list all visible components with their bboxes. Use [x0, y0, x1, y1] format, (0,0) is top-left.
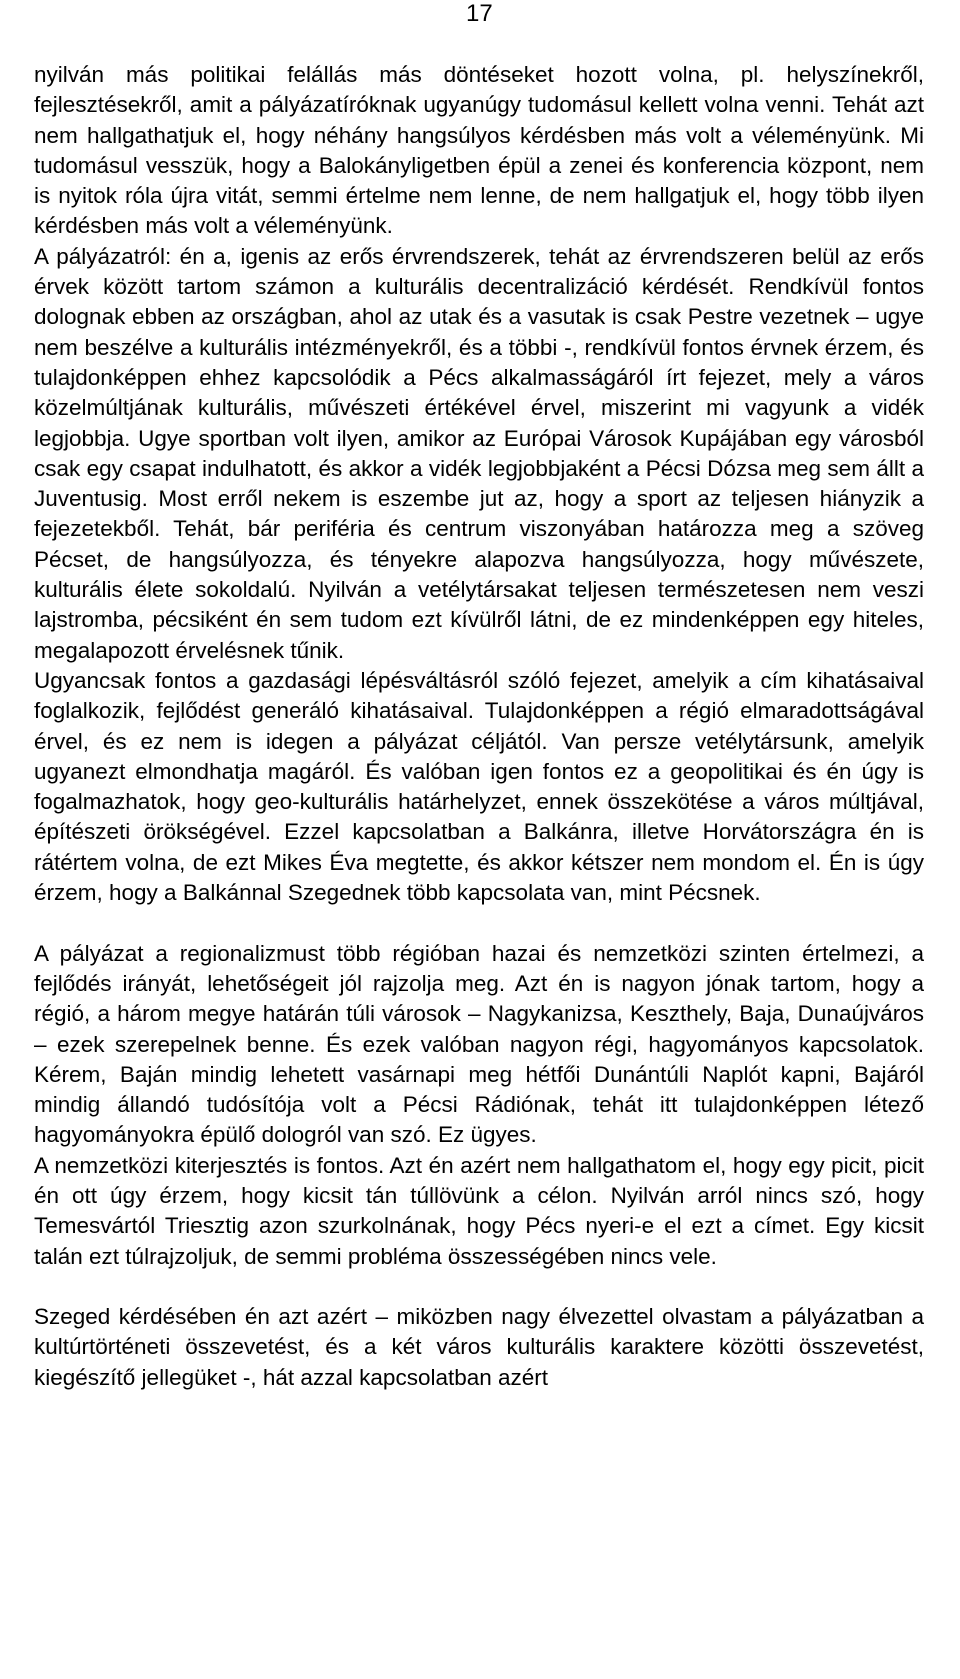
paragraph: nyilván más politikai felállás más döntéseket hozott volna, pl. helyszínekről, fejlesztésekről, amit a pályázatíróknak ugyanúgy tudomásul kellett volna venni. Tehát azt nem hallgathatjuk el, hogy néhány hangsúlyos kérdésben más volt a véleményünk. Mi tudomásul vesszük, hogy a Balokányligetben épül a zenei és konferencia központ, nem is nyitok róla újra vitát, semmi értelme nem lenne, de nem hallgatjuk el, hogy több ilyen kérdésben más volt a véleményünk. — [34, 62, 924, 239]
paragraph: A pályázat a regionalizmust több régióban hazai és nemzetközi szinten értelmezi, a fejlődés irányát, lehetőségeit jól rajzolja meg. Azt én is nagyon jónak tartom, hogy a régió, a három megye határán túli városok – Nagykanizsa, Keszthely, Baja, Dunaújváros – ezek szerepelnek benne. És ezek valóban nagyon régi, hagyományos kapcsolatok. Kérem, Baján mindig lehetett vasárnapi meg hétfői Dunántúli Naplót kapni, Bajáról mindig állandó tudósítója volt a Pécsi Rádiónak, tehát itt tulajdonképpen létező hagyományokra épülő dologról van szó. Ez ügyes. — [34, 940, 924, 1148]
page-number: 17 — [466, 0, 493, 27]
paragraph: Ugyancsak fontos a gazdasági lépésváltásról szóló fejezet, amelyik a cím kihatásaival foglalkozik, fejlődést generáló kihatásaival. Tulajdonképpen a régió elmaradottságával érvel, és ez nem is idegen a pályázat céljától. Van persze vetélytársunk, amelyik ugyanezt elmondhatja magáról. És valóban igen fontos ez a geopolitikai és én úgy is fogalmazhatok, hogy geo-kulturális határhelyzet, ennek összekötése a város múltjával, építészeti örökségével. Ezzel kapcsolatban a Balkánra, illetve Horvátországra én is rátértem volna, de ezt Mikes Éva megtette, és akkor kétszer nem mondom el. Én is úgy érzem, hogy a Balkánnal Szegednek több kapcsolata van, mint Pécsnek. — [34, 667, 924, 906]
document-body — [34, 60, 924, 1393]
paragraph: Szeged kérdésében én azt azért – miközben nagy élvezettel olvastam a pályázatban a kultúrtörténeti összevetést, és a két város kulturális karaktere közötti összevetést, kiegészítő jellegüket -, hát azzal kapcsolatban azért — [34, 1304, 924, 1390]
paragraph-gap — [34, 908, 924, 938]
paragraph: A nemzetközi kiterjesztés is fontos. Azt én azért nem hallgathatom el, hogy egy picit, picit én ott úgy érzem, hogy kicsit tán túllövünk a célon. Nyilván arról nincs szó, hogy Temesvártól Triesztig azon szurkolnának, hogy Pécs nyeri-e el ezt a címet. Egy kicsit talán ezt túlrajzoljuk, de semmi probléma összességében nincs vele. — [34, 1152, 924, 1269]
paragraph: A pályázatról: én a, igenis az erős érvrendszerek, tehát az érvrendszeren belül az erős érvek között tartom számon a kulturális decentralizáció kérdését. Rendkívül fontos dolognak ebben az országban, ahol az utak és a vasutak is csak Pestre vezetnek – ugye nem beszélve a kulturális intézményekről, és a többi -, rendkívül fontos érvnek érzem, és tulajdonképpen ehhez kapcsolódik a Pécs alkalmasságáról írt fejezet, mely a város közelmúltjának kulturális, művészeti értékével érvel, miszerint mi vagyunk a vidék legjobbja. Ugye sportban volt ilyen, amikor az Európai Városok Kupájában egy városból csak egy csapat indulhatott, és akkor a vidék legjobbjaként a Pécsi Dózsa meg sem állt a Juventusig. Most erről nekem is eszembe jut az, hogy a sport az teljesen hiányzik a fejezetekből. Tehát, bár periféria és centrum viszonyában határozza meg a szöveg Pécset, de hangsúlyozza, és tényekre alapozva hangsúlyozza, hogy művészete, kulturális élete sokoldalú. Nyilván a vetélytársakat teljesen természetesen nem veszi lajstromba, pécsiként én sem tudom ezt kívülről látni, de ez mindenképpen egy hiteles, megalapozott érvelésnek tűnik. — [34, 243, 924, 663]
paragraph-gap — [34, 1272, 924, 1302]
